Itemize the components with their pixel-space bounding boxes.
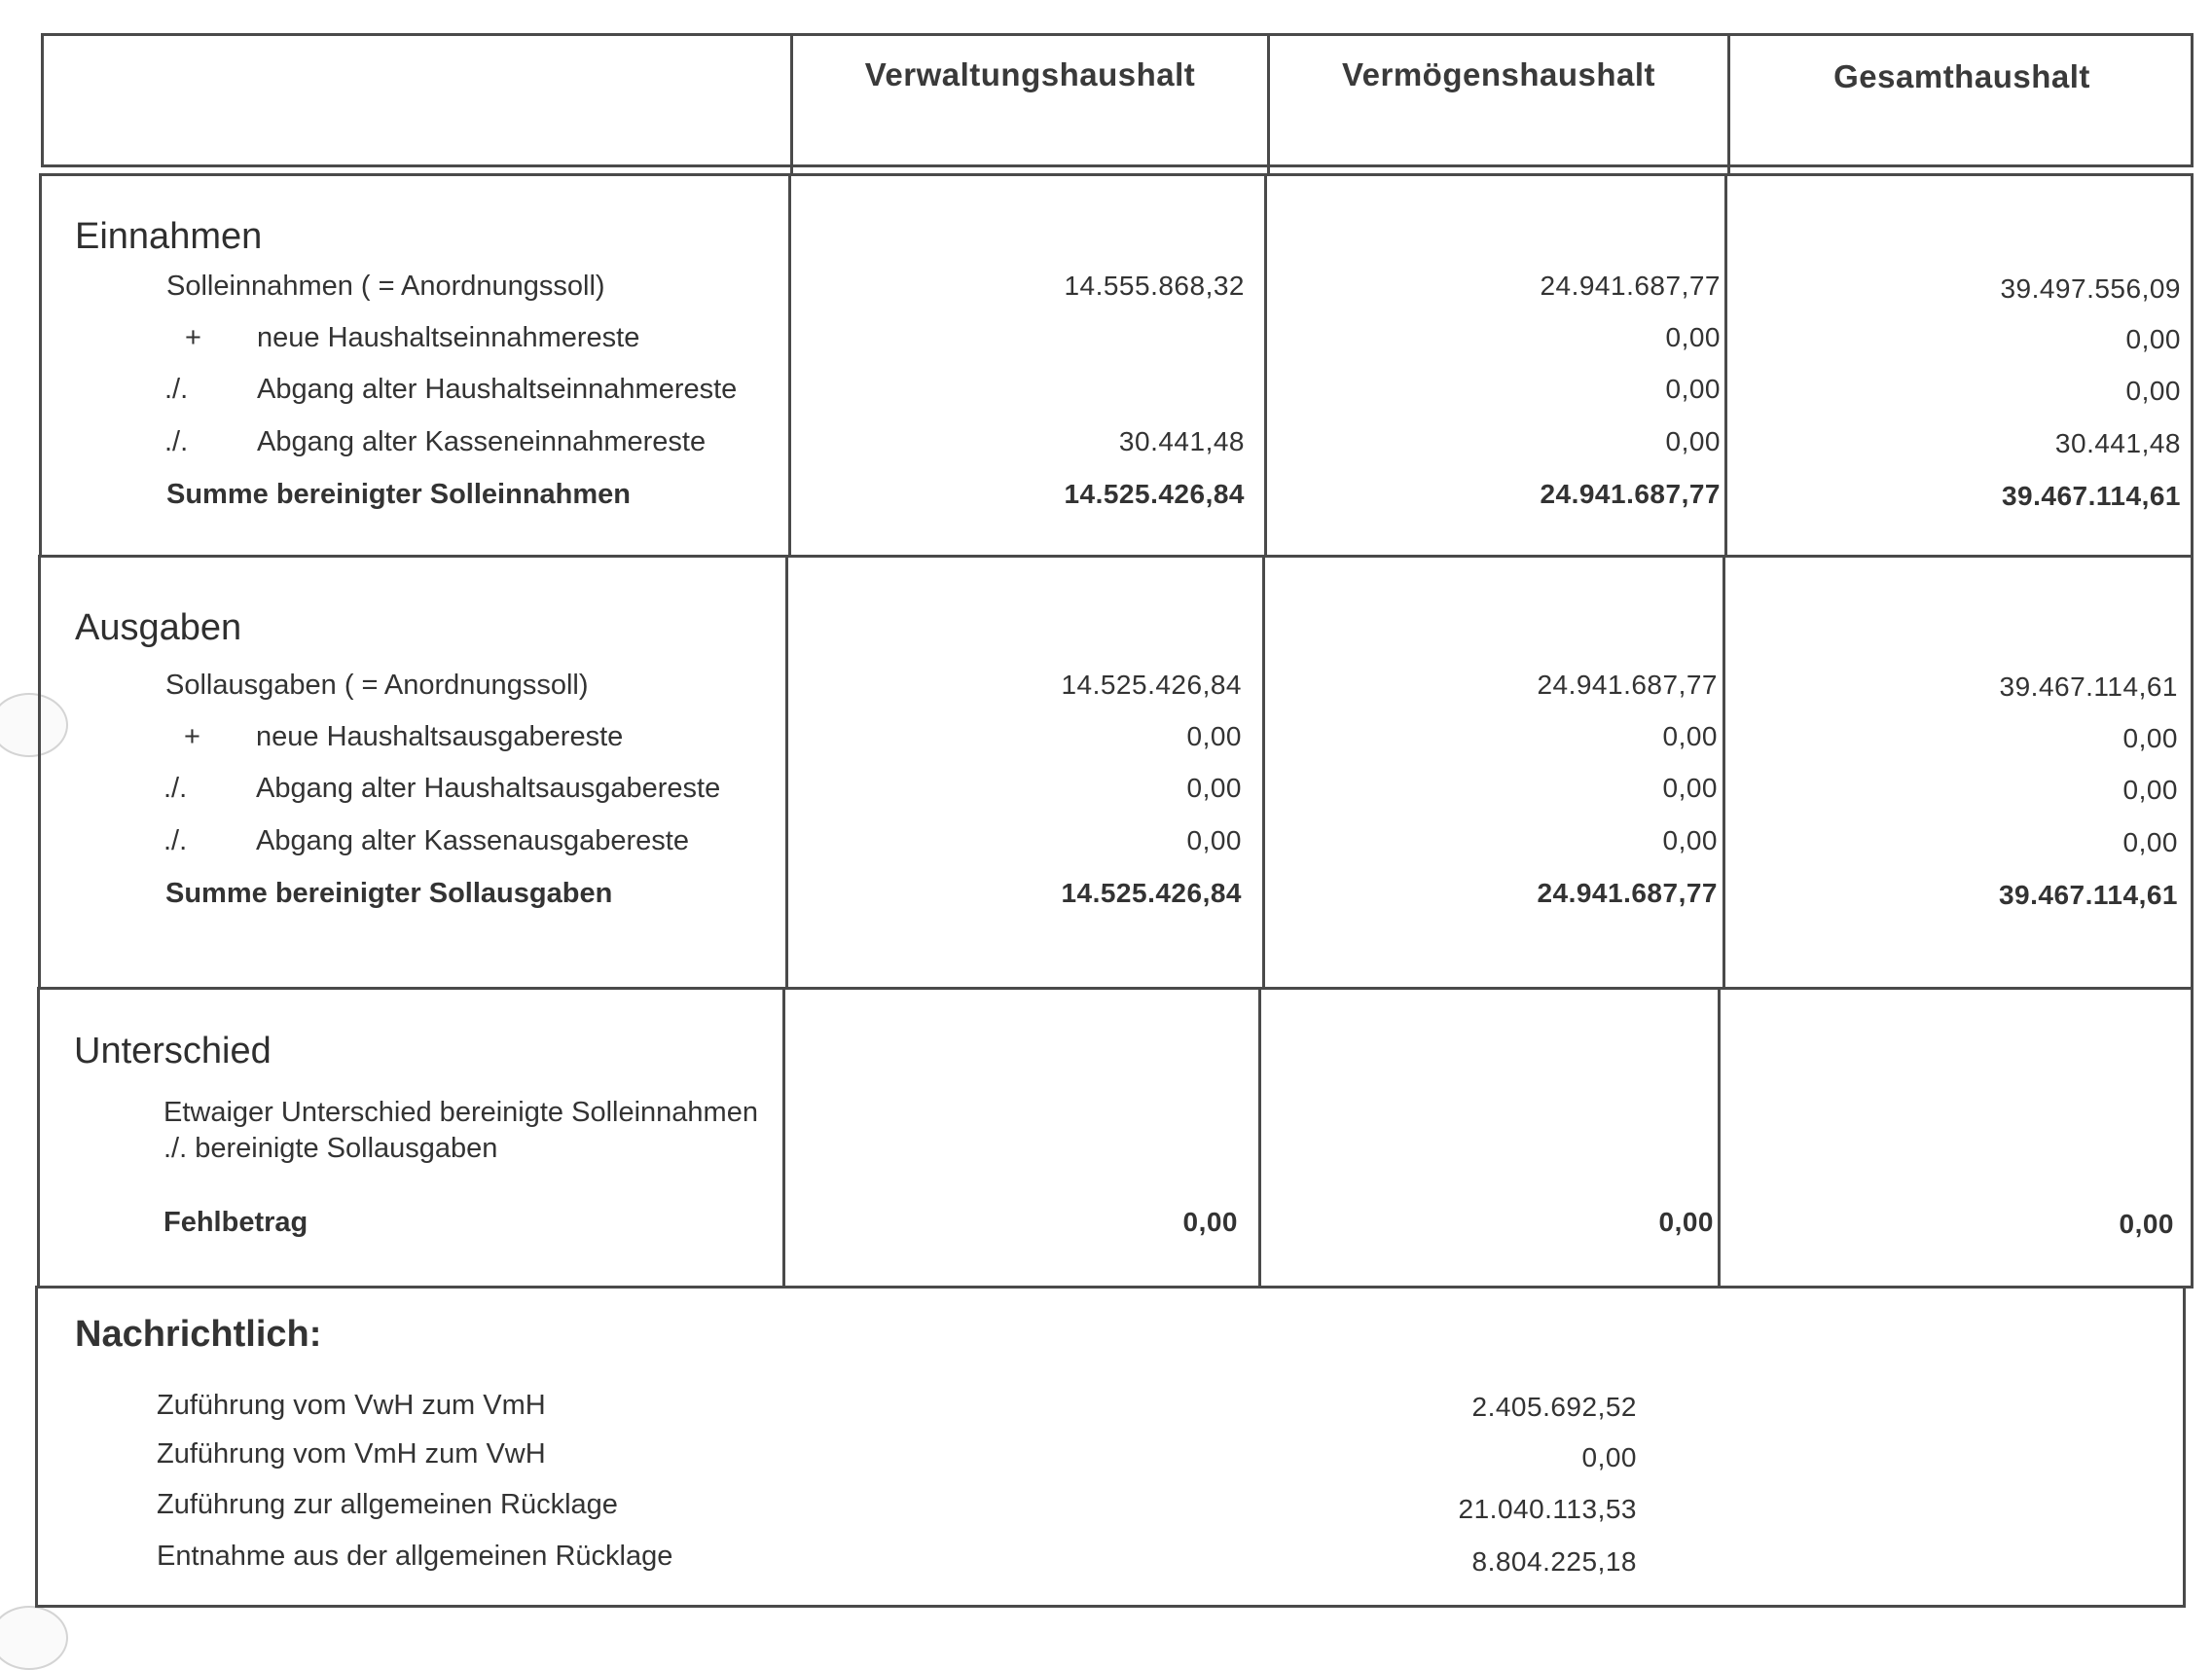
sum-verwaltungshaushalt: 14.525.426,84 [1064,479,1245,509]
row-sign: + [184,721,200,752]
value-gesamthaushalt: 0,00 [2122,775,2178,805]
punch-hole [0,1606,68,1670]
column-header-vermoegenshaushalt: Vermögenshaushalt [1341,56,1656,92]
value-vermoegenshaushalt: 0,00 [1665,426,1721,456]
column-header-gesamthaushalt: Gesamthaushalt [1833,58,2090,94]
sum-label: Summe bereinigter Solleinnahmen [166,479,631,510]
value-vermoegenshaushalt: 0,00 [1665,374,1721,404]
section-title-ausgaben: Ausgaben [75,607,242,648]
nachrichtlich-value: 0,00 [1581,1442,1637,1472]
value-verwaltungshaushalt: 0,00 [1186,773,1242,803]
header-divider-2 [1267,33,1270,173]
value-gesamthaushalt: 39.467.114,61 [1999,672,2178,702]
unterschied-description-line2: ./. bereinigte Sollausgaben [163,1133,498,1164]
fehlbetrag-verwaltungshaushalt: 0,00 [1182,1207,1238,1237]
value-vermoegenshaushalt: 24.941.687,77 [1540,271,1721,301]
unterschied-divider-2 [1258,987,1261,1289]
einnahmen-divider-1 [788,173,791,558]
value-verwaltungshaushalt: 14.555.868,32 [1064,271,1245,301]
value-vermoegenshaushalt: 24.941.687,77 [1537,670,1718,700]
fehlbetrag-gesamthaushalt: 0,00 [2119,1209,2174,1239]
fehlbetrag-label: Fehlbetrag [163,1207,308,1238]
row-label: Solleinnahmen ( = Anordnungssoll) [166,271,605,302]
ausgaben-divider-1 [785,555,788,990]
sum-gesamthaushalt: 39.467.114,61 [2001,481,2181,511]
nachrichtlich-label: Entnahme aus der allgemeinen Rücklage [157,1541,673,1572]
row-sign: ./. [164,426,189,457]
value-gesamthaushalt: 0,00 [2122,827,2178,857]
sum-gesamthaushalt: 39.467.114,61 [1998,880,2178,910]
row-label: Abgang alter Haushaltseinnahmereste [257,374,738,405]
row-sign: ./. [163,773,188,804]
nachrichtlich-label: Zuführung zur allgemeinen Rücklage [157,1489,618,1520]
row-label: Sollausgaben ( = Anordnungssoll) [165,670,589,701]
row-label: neue Haushaltsausgabereste [256,721,624,752]
row-label: Abgang alter Kassenausgabereste [256,825,689,856]
value-gesamthaushalt: 0,00 [2122,723,2178,753]
value-gesamthaushalt: 30.441,48 [2054,428,2181,458]
value-verwaltungshaushalt: 0,00 [1186,721,1242,751]
section-title-einnahmen: Einnahmen [75,216,263,257]
einnahmen-divider-2 [1264,173,1267,558]
row-label: neue Haushaltseinnahmereste [257,322,640,353]
section-title-unterschied: Unterschied [74,1031,272,1071]
unterschied-divider-3 [1718,987,1721,1289]
value-verwaltungshaushalt: 14.525.426,84 [1061,670,1242,700]
header-box [41,33,2194,167]
value-gesamthaushalt: 39.497.556,09 [2000,273,2181,304]
column-header-verwaltungshaushalt: Verwaltungshaushalt [864,56,1196,92]
nachrichtlich-label: Zuführung vom VmH zum VwH [157,1438,546,1470]
nachrichtlich-value: 8.804.225,18 [1471,1546,1637,1577]
nachrichtlich-label: Zuführung vom VwH zum VmH [157,1390,546,1421]
sum-verwaltungshaushalt: 14.525.426,84 [1061,878,1242,908]
sum-label: Summe bereinigter Sollausgaben [165,878,613,909]
value-vermoegenshaushalt: 0,00 [1662,773,1718,803]
sum-vermoegenshaushalt: 24.941.687,77 [1537,878,1718,908]
nachrichtlich-value: 21.040.113,53 [1458,1494,1637,1524]
nachrichtlich-value: 2.405.692,52 [1471,1392,1637,1422]
value-vermoegenshaushalt: 0,00 [1662,721,1718,751]
header-divider-1 [790,33,793,173]
unterschied-divider-1 [782,987,785,1289]
ausgaben-divider-2 [1262,555,1265,990]
sum-vermoegenshaushalt: 24.941.687,77 [1540,479,1721,509]
value-gesamthaushalt: 0,00 [2125,376,2181,406]
row-sign: + [185,322,201,353]
value-verwaltungshaushalt: 30.441,48 [1118,426,1245,456]
row-sign: ./. [163,825,188,856]
row-label: Abgang alter Haushaltsausgabereste [256,773,721,804]
value-vermoegenshaushalt: 0,00 [1662,825,1718,855]
value-gesamthaushalt: 0,00 [2125,324,2181,354]
value-verwaltungshaushalt: 0,00 [1186,825,1242,855]
ausgaben-divider-3 [1722,555,1725,990]
einnahmen-divider-3 [1724,173,1727,558]
value-vermoegenshaushalt: 0,00 [1665,322,1721,352]
fehlbetrag-vermoegenshaushalt: 0,00 [1658,1207,1714,1237]
unterschied-description-line1: Etwaiger Unterschied bereinigte Solleinnahmen [163,1097,758,1128]
header-divider-3 [1727,33,1730,173]
section-title-nachrichtlich: Nachrichtlich: [75,1314,322,1355]
row-sign: ./. [164,374,189,405]
row-label: Abgang alter Kasseneinnahmereste [257,426,707,457]
